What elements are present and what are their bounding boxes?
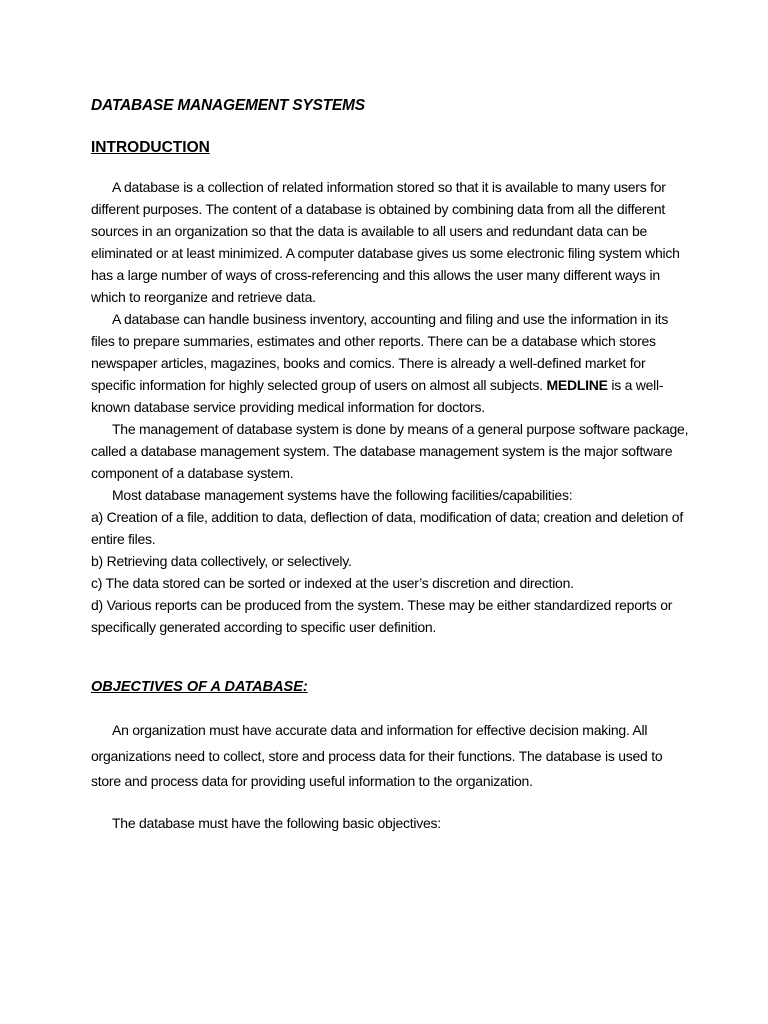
intro-paragraph-3: The management of database system is done by means of a general purpose software package, called a database management system. The database management system is the major software component of a database system.	[91, 421, 689, 481]
capability-item-c: c) The data stored can be sorted or indexed at the user’s discretion and direction.	[91, 575, 574, 591]
document-content	[91, 96, 691, 836]
objectives-heading-text: OBJECTIVES OF A DATABASE	[91, 679, 303, 695]
intro-paragraph-2-text-a: A database can handle business inventory, accounting and filing and use the information in its files to prepare summaries, estimates and other reports. There can be a database which stores newspaper articles, magazines, books and comics. There is already a well-defined market for specific information for highly selected group of users on almost all subjects.	[91, 311, 669, 393]
intro-paragraph-1: A database is a collection of related information stored so that it is available to many users for different purposes. The content of a database is obtained by combining data from all the different sources in an organization so that the data is available to all users and redundant data can be eliminated or at least minimized. A computer database gives us some electronic filing system which has a large number of ways of cross-referencing and this allows the user many different ways in which to reorganize and retrieve data.	[91, 179, 680, 305]
intro-paragraph-2-text-b: is a well-known database service providing medical information for doctors.	[91, 377, 664, 415]
objectives-body	[91, 718, 691, 836]
objectives-paragraph-1: An organization must have accurate data and information for effective decision making. All organizations need to collect, store and process data for their functions. The database is used to store and process data for providing useful information to the organization.	[91, 722, 663, 789]
objectives-heading	[91, 676, 691, 698]
introduction-heading: INTRODUCTION	[91, 139, 210, 156]
capability-item-a: a) Creation of a file, addition to data, deflection of data, modification of data; creation and deletion of entire files.	[91, 509, 683, 547]
intro-paragraph-2	[91, 308, 691, 418]
objectives-heading-colon: :	[302, 679, 308, 695]
introduction-body	[91, 176, 691, 638]
medline-term: MEDLINE	[546, 377, 608, 393]
intro-paragraph-4: Most database management systems have the following facilities/capabilities:	[112, 487, 573, 503]
capability-item-b: b) Retrieving data collectively, or selectively.	[91, 553, 352, 569]
capability-item-d: d) Various reports can be produced from the system. These may be either standardized reports or specifically generated according to specific user definition.	[91, 597, 673, 635]
objectives-paragraph-2: The database must have the following basic objectives:	[112, 814, 441, 831]
document-title: DATABASE MANAGEMENT SYSTEMS	[91, 97, 365, 114]
